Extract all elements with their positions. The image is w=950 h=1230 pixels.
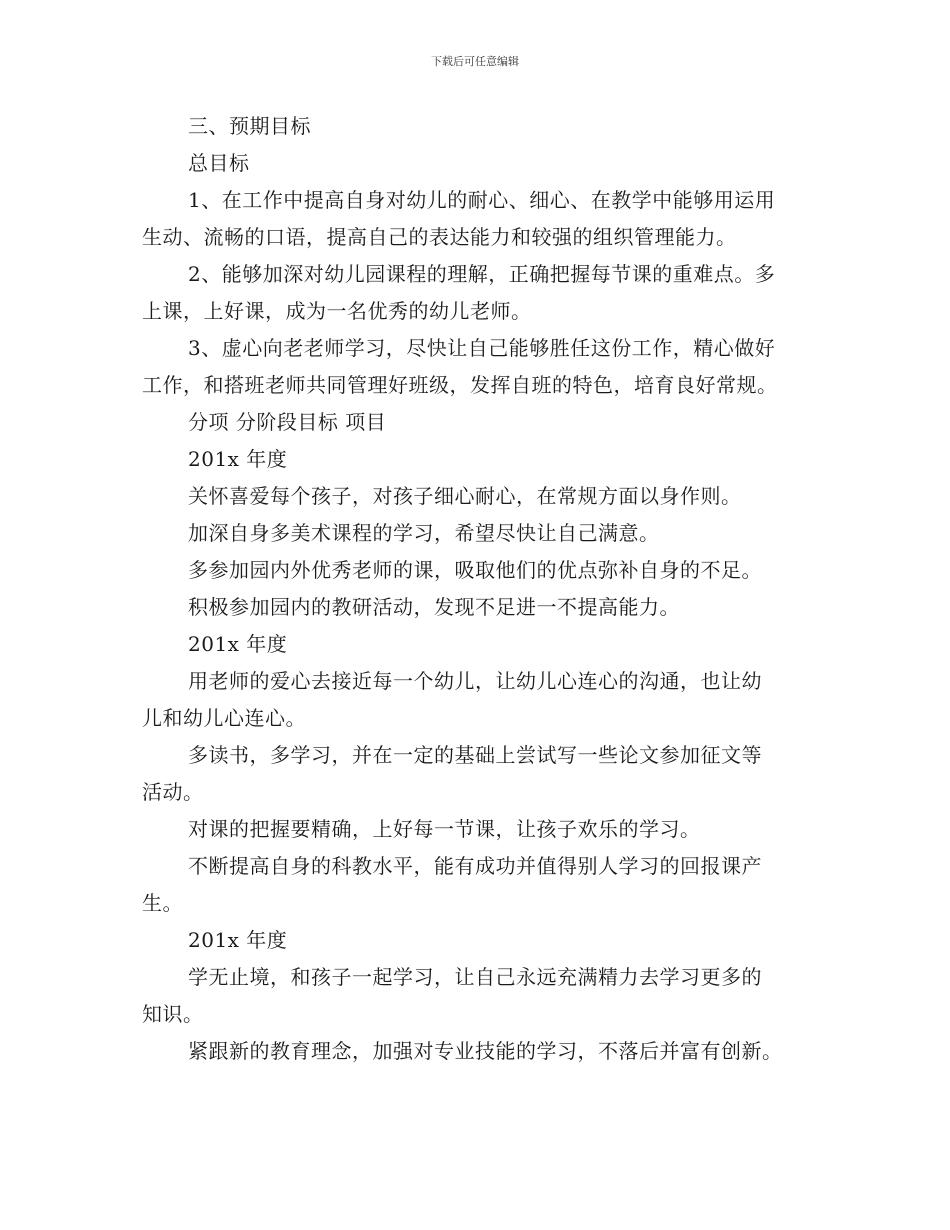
paragraph-line: 积极参加园内的教研活动，发现不足进一不提高能力。	[188, 595, 680, 619]
paragraph-line: 知识。	[142, 1002, 204, 1026]
paragraph-line: 儿和幼儿心连心。	[142, 706, 306, 730]
paragraph-line: 生动、流畅的口语，提高自己的表达能力和较强的组织管理能力。	[142, 225, 737, 249]
paragraph-line: 3、虚心向老老师学习，尽快让自己能够胜任这份工作，精心做好	[188, 336, 776, 360]
document-body	[142, 108, 814, 1070]
paragraph-line: 多参加园内外优秀老师的课，吸取他们的优点弥补自身的不足。	[188, 558, 762, 582]
paragraph-line: 不断提高自身的科教水平，能有成功并值得别人学习的回报课产	[188, 854, 762, 878]
paragraph-line: 紧跟新的教育理念，加强对专业技能的学习，不落后并富有创新。	[188, 1039, 783, 1063]
paragraph-line: 学无止境，和孩子一起学习，让自己永远充满精力去学习更多的	[188, 965, 762, 989]
page-header: 下载后可任意编辑	[431, 55, 519, 68]
paragraph-line: 用老师的爱心去接近每一个幼儿，让幼儿心连心的沟通，也让幼	[188, 669, 762, 693]
paragraph-line: 1、在工作中提高自身对幼儿的耐心、细心、在教学中能够用运用	[188, 188, 776, 212]
subheading-overall-goal: 总目标	[188, 151, 250, 175]
paragraph-line: 加深自身多美术课程的学习，希望尽快让自己满意。	[188, 521, 660, 545]
year-label: 201x 年度	[188, 447, 288, 471]
paragraph-line: 生。	[142, 891, 183, 915]
paragraph-line: 关怀喜爱每个孩子，对孩子细心耐心，在常规方面以身作则。	[188, 484, 742, 508]
paragraph-line: 对课的把握要精确，上好每一节课，让孩子欢乐的学习。	[188, 817, 701, 841]
year-label: 201x 年度	[188, 632, 288, 656]
paragraph-line: 工作，和搭班老师共同管理好班级，发挥自班的特色，培育良好常规。	[142, 373, 778, 397]
year-label: 201x 年度	[188, 928, 288, 952]
section-heading: 三、预期目标	[188, 114, 311, 138]
subheading-phased-goals: 分项 分阶段目标 项目	[188, 410, 387, 434]
paragraph-line: 多读书，多学习，并在一定的基础上尝试写一些论文参加征文等	[188, 743, 762, 767]
paragraph-line: 上课，上好课，成为一名优秀的幼儿老师。	[142, 299, 532, 323]
paragraph-line: 活动。	[142, 780, 204, 804]
paragraph-line: 2、能够加深对幼儿园课程的理解，正确把握每节课的重难点。多	[188, 262, 776, 286]
